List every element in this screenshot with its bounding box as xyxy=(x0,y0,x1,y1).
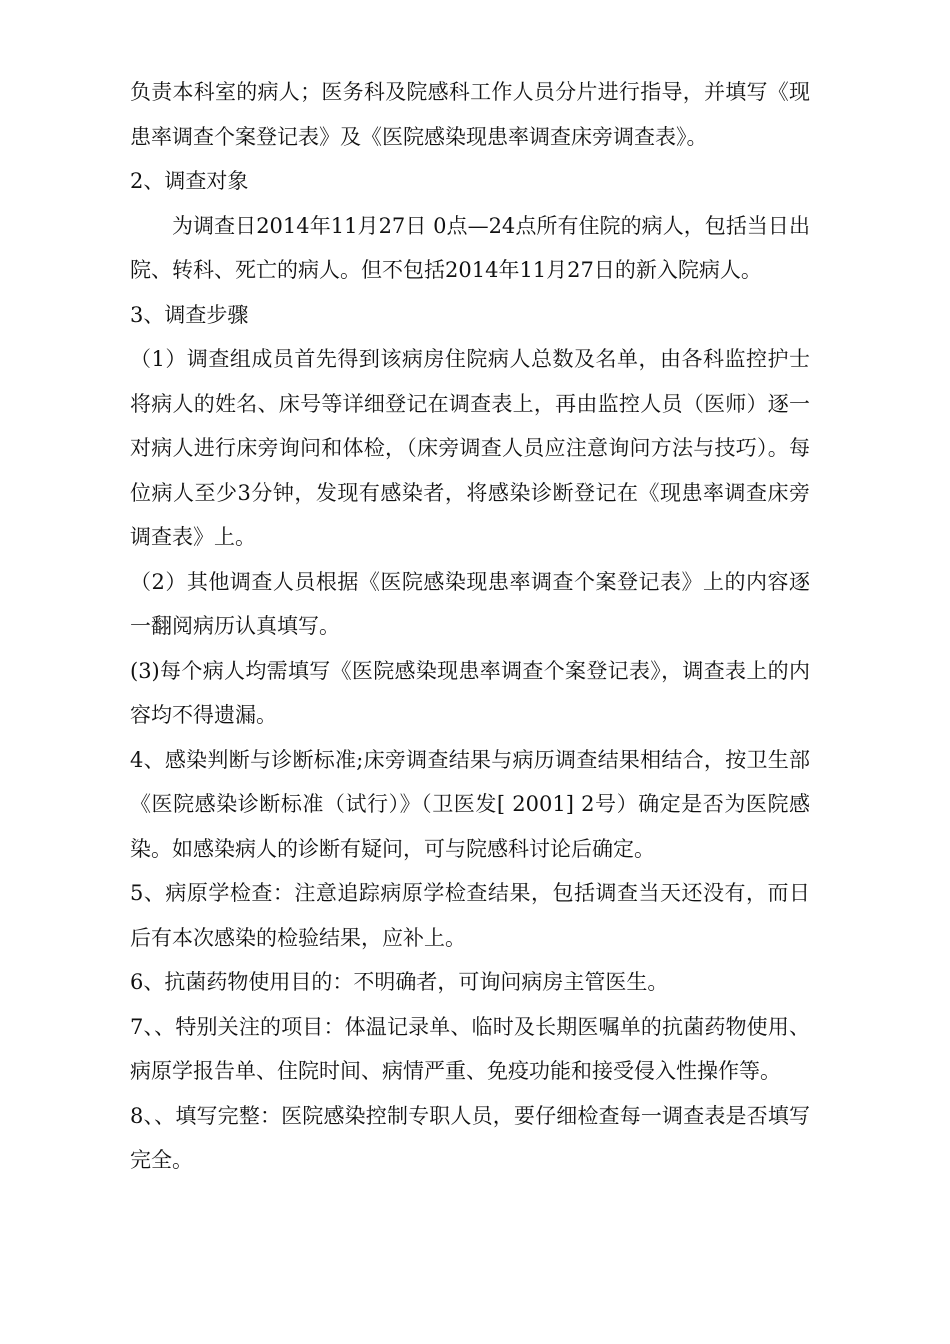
paragraph-special-attention: 7、、特别关注的项目：体温记录单、临时及长期医嘱单的抗菌药物使用、病原学报告单、住院时间、病情严重、免疫功能和接受侵入性操作等。 xyxy=(130,1014,810,1083)
section-heading-survey-subjects: 2、调查对象 xyxy=(130,169,249,193)
section-heading-survey-steps: 3、调查步骤 xyxy=(130,302,249,327)
paragraph-survey-subjects: 为调查日2014年11月27日 0点—24点所有住院的病人，包括当日出院、转科、死亡的病人。但不包括2014年11月27日的新入院病人。 xyxy=(130,213,810,282)
paragraph-step-3: (3)每个病人均需填写《医院感染现患率调查个案登记表》，调查表上的内容均不得遗漏。 xyxy=(130,658,810,727)
document-body xyxy=(130,70,810,1183)
paragraph-step-2: （2）其他调查人员根据《医院感染现患率调查个案登记表》上的内容逐一翻阅病历认真填写。 xyxy=(130,569,810,638)
paragraph-continuation: 负责本科室的病人；医务科及院感科工作人员分片进行指导，并填写《现患率调查个案登记表》及《医院感染现患率调查床旁调查表》。 xyxy=(130,80,810,149)
paragraph-pathogen-test: 5、病原学检查：注意追踪病原学检查结果，包括调查当天还没有，而日后有本次感染的检验结果，应补上。 xyxy=(130,881,810,950)
paragraph-completeness: 8、、填写完整：医院感染控制专职人员，要仔细检查每一调查表是否填写完全。 xyxy=(130,1103,810,1172)
paragraph-diagnosis-criteria: 4、感染判断与诊断标准;床旁调查结果与病历调查结果相结合，按卫生部《医院感染诊断标准（试行）》（卫医发[ 2001] 2号）确定是否为医院感染。如感染病人的诊断有疑问，可与院感科讨论后确定。 xyxy=(130,747,810,861)
paragraph-antibiotic-purpose: 6、抗菌药物使用目的：不明确者，可询问病房主管医生。 xyxy=(130,970,669,994)
paragraph-step-1: （1）调查组成员首先得到该病房住院病人总数及名单，由各科监控护士将病人的姓名、床号等详细登记在调查表上，再由监控人员（医师）逐一对病人进行床旁询问和体检，（床旁调查人员应注意询问方法与技巧）。每位病人至少3分钟，发现有感染者，将感染诊断登记在《现患率调查床旁调查表》上。 xyxy=(130,347,810,549)
